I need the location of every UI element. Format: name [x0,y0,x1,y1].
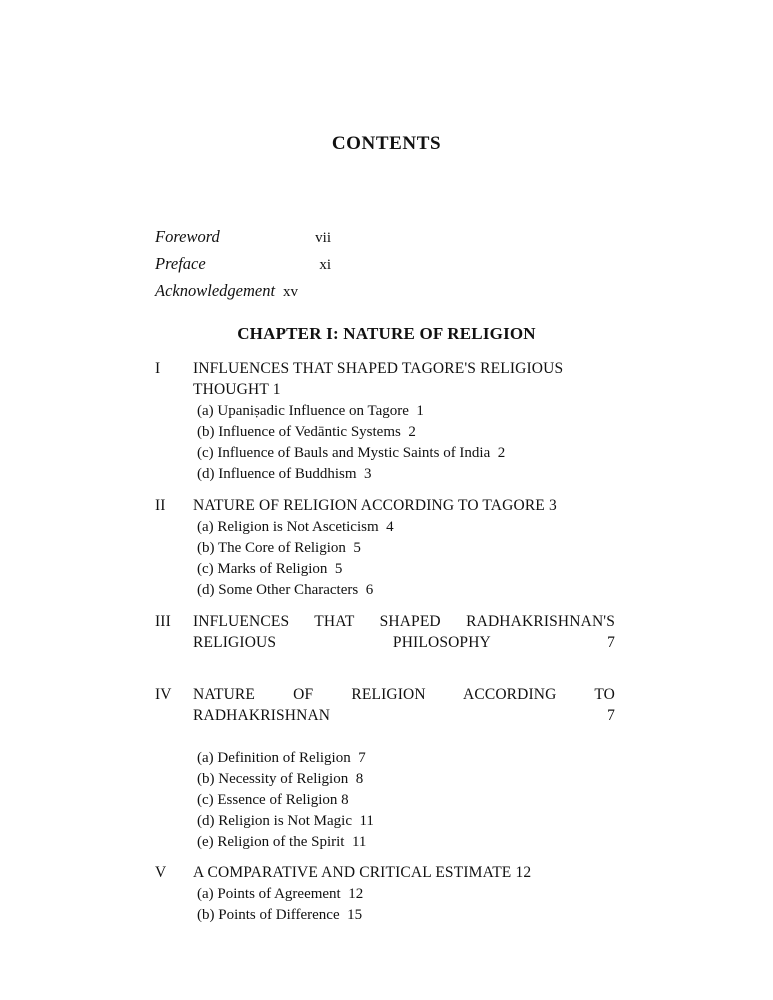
section-heading [155,611,615,674]
section-numeral: V [155,864,167,881]
frontmatter-label: Foreword [155,227,220,246]
subitem: (c) Essence of Religion 8 [197,792,349,808]
frontmatter-entry [155,250,615,277]
frontmatter-list [155,223,615,304]
subitem-list [155,884,615,926]
frontmatter-page-number: xi [319,257,331,273]
subitem: (a) Points of Agreement 12 [197,886,364,902]
section-entry [155,358,615,485]
frontmatter-page-number: vii [315,230,331,246]
section-numeral: III [155,613,171,630]
section-numeral: I [155,360,161,377]
chapter-heading: CHAPTER I: NATURE OF RELIGION [237,324,536,343]
subitem: (b) Points of Difference 15 [197,907,363,923]
section-entry [155,684,615,853]
frontmatter-label: Preface [155,254,206,273]
section-list [155,358,615,926]
frontmatter-page-number: xv [283,284,299,300]
subitem-list [155,401,615,485]
subitem: (d) Some Other Characters 6 [197,582,374,598]
frontmatter-entry [155,223,615,250]
section-heading [155,684,615,747]
subitem: (b) Necessity of Religion 8 [197,771,364,787]
subitem: (a) Religion is Not Asceticism 4 [197,519,394,535]
subitem: (d) Influence of Buddhism 3 [197,466,372,482]
subitem: (e) Religion of the Spirit 11 [197,834,367,850]
page-title: CONTENTS [331,133,442,154]
section-heading [155,495,615,516]
section-entry [155,495,615,601]
subitem-list [155,748,615,853]
subitem: (b) The Core of Religion 5 [197,540,361,556]
subitem-list [155,517,615,601]
section-title: NATURE OF RELIGION ACCORDING TO RADHAKRISHNAN 7 [193,686,615,724]
section-entry [155,862,615,926]
subitem: (c) Influence of Bauls and Mystic Saints of India 2 [197,445,506,461]
subitem: (d) Religion is Not Magic 11 [197,813,374,829]
section-title: NATURE OF RELIGION ACCORDING TO TAGORE 3 [193,497,557,514]
section-numeral: IV [155,686,172,703]
section-title: INFLUENCES THAT SHAPED TAGORE'S RELIGIOUS THOUGHT 1 [193,360,564,398]
section-numeral: II [155,497,166,514]
subitem: (c) Marks of Religion 5 [197,561,343,577]
subitem: (b) Influence of Vedāntic Systems 2 [197,424,416,440]
subitem: (a) Upaniṣadic Influence on Tagore 1 [197,403,424,419]
section-heading [155,862,615,883]
section-title: INFLUENCES THAT SHAPED RADHAKRISHNAN'S RELIGIOUS PHILOSOPHY 7 [193,613,615,651]
section-entry [155,611,615,674]
section-heading [155,358,615,400]
subitem: (a) Definition of Religion 7 [197,750,366,766]
frontmatter-entry [155,277,615,304]
frontmatter-label: Acknowledgement [155,281,276,300]
section-title: A COMPARATIVE AND CRITICAL ESTIMATE 12 [193,864,532,881]
